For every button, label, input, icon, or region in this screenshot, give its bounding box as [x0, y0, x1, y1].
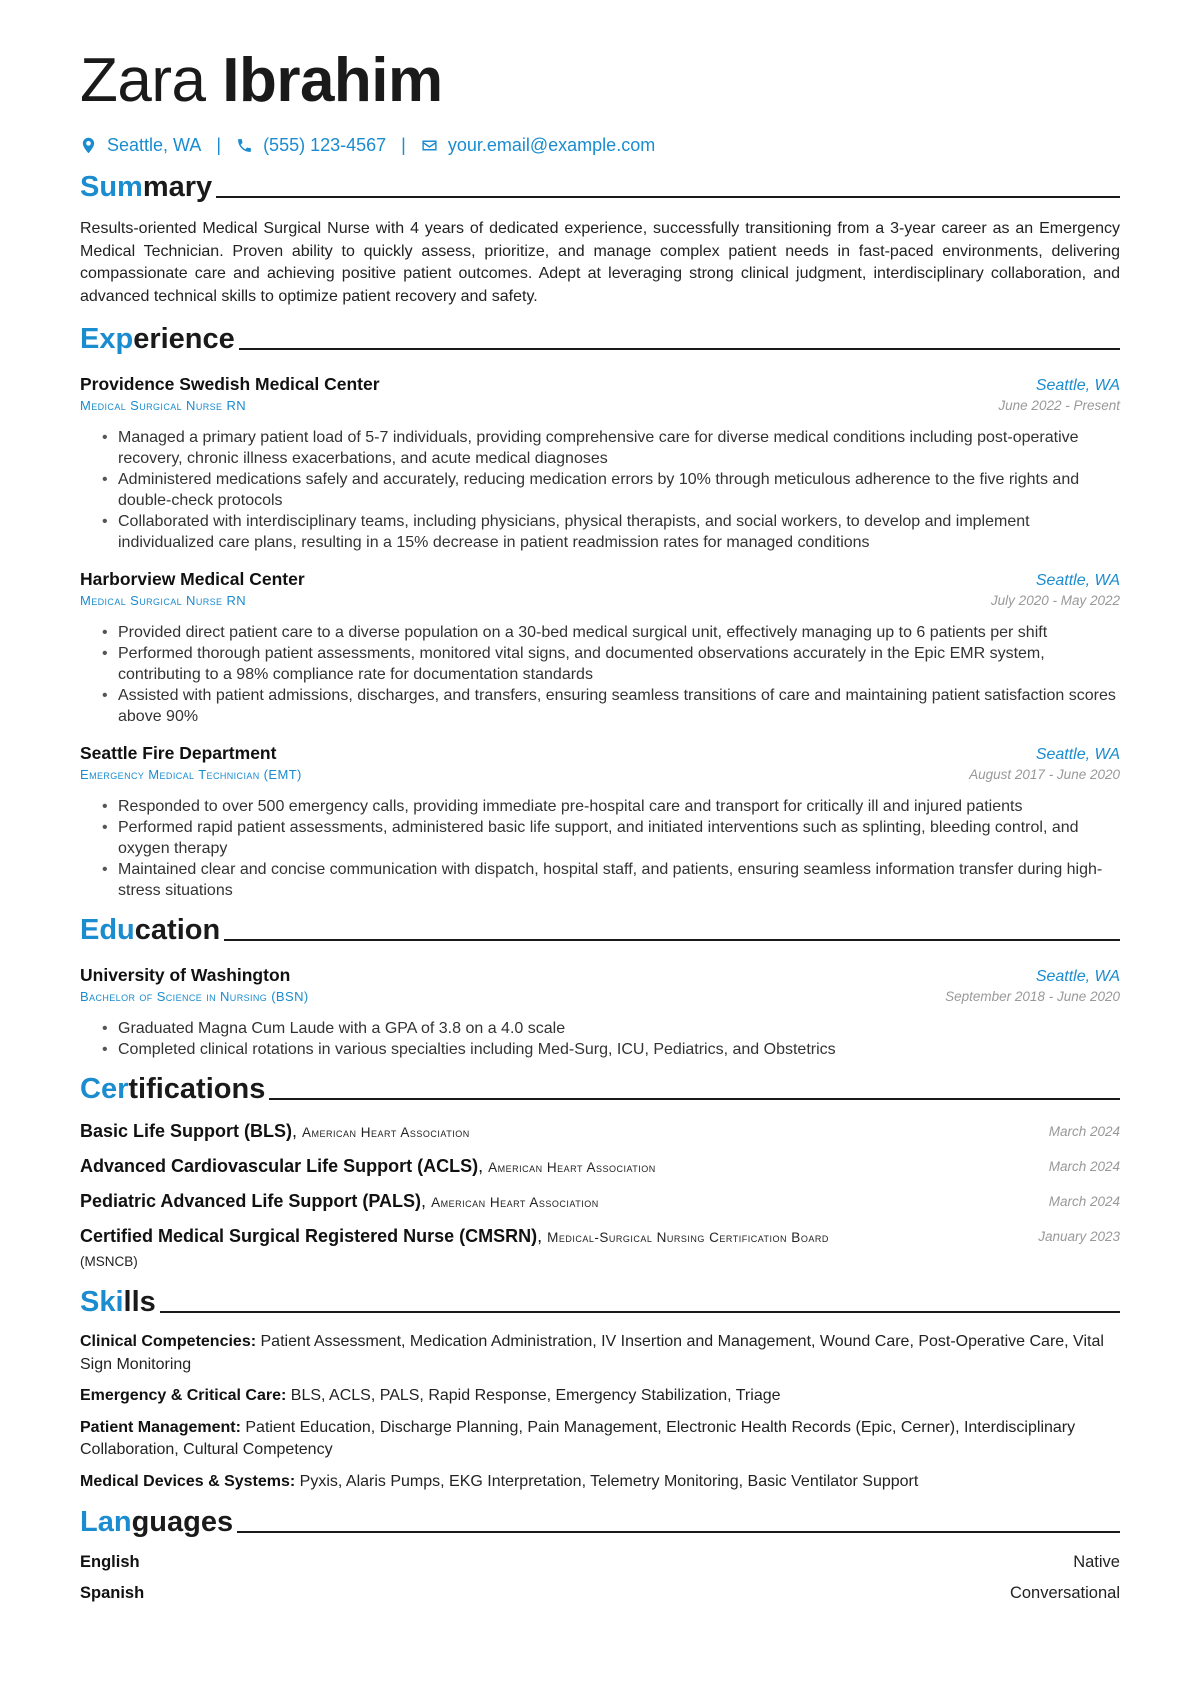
experience-entry [80, 372, 1120, 553]
certification-item: Pediatric Advanced Life Support (PALS), American Heart Association March 2024 [80, 1191, 1120, 1211]
contact-phone[interactable] [236, 135, 386, 156]
bullet-item: • Administered medications safely and accurately, reducing medication errors by 10% through meticulous adherence to the five rights and double-check protocols [118, 469, 1120, 511]
entry-location: Seattle, WA [1035, 572, 1120, 589]
section-rule [160, 1311, 1120, 1313]
bullet-list [80, 622, 1120, 727]
job-title: Medical Surgical Nurse RN [80, 398, 247, 413]
experience-heading [80, 318, 1120, 356]
heading-rest: tifications [128, 1073, 266, 1105]
heading-rest: mary [142, 171, 213, 203]
first-name: Zara [80, 46, 206, 115]
certification-issuer: Medical-Surgical Nursing Certification Board [547, 1230, 829, 1245]
map-marker-icon [80, 137, 97, 154]
language-item [80, 1551, 1120, 1573]
education-entry [80, 963, 1120, 1060]
certification-date: March 2024 [1048, 1194, 1120, 1209]
heading-accent: Cer [80, 1073, 129, 1105]
skill-group [80, 1331, 1120, 1376]
phone-text: (555) 123-4567 [263, 134, 387, 155]
language-name: Spanish [80, 1584, 145, 1602]
candidate-name [80, 44, 1120, 118]
section-rule [269, 1098, 1120, 1100]
certifications-heading [80, 1068, 1120, 1106]
certification-issuer-abbrev: (MSNCB) [80, 1254, 138, 1269]
education-heading [80, 909, 1120, 947]
degree: Bachelor of Science in Nursing (BSN) [80, 989, 309, 1004]
entry-dates: June 2022 - Present [998, 398, 1120, 413]
skill-label: Patient Management: [80, 1418, 241, 1436]
heading-rest: guages [131, 1506, 234, 1538]
job-title: Medical Surgical Nurse RN [80, 593, 247, 608]
envelope-icon [421, 137, 438, 154]
section-rule [224, 939, 1120, 941]
heading-rest: cation [134, 914, 221, 946]
email-link[interactable]: your.email@example.com [447, 134, 656, 155]
contact-separator: | [216, 134, 222, 155]
certification-name: Certified Medical Surgical Registered Nurse (CMSRN) [80, 1226, 538, 1246]
entry-location: Seattle, WA [1035, 746, 1120, 763]
location-text: Seattle, WA [107, 134, 202, 155]
certification-date: January 2023 [1038, 1229, 1120, 1244]
experience-entry [80, 741, 1120, 901]
language-item [80, 1582, 1120, 1604]
bullet-item: • Assisted with patient admissions, discharges, and transfers, ensuring seamless transitions of care and maintaining patient satisfaction scores above 90% [118, 685, 1120, 727]
contact-email[interactable] [421, 135, 655, 156]
section-rule [237, 1531, 1120, 1533]
employer-name: Seattle Fire Department [80, 743, 277, 763]
bullet-item: • Responded to over 500 emergency calls, providing immediate pre-hospital care and transport for critically ill and injured patients [118, 796, 1120, 817]
bullet-item: • Performed rapid patient assessments, administered basic life support, and initiated interventions such as splinting, bleeding control, and oxygen therapy [118, 817, 1120, 859]
experience-entry [80, 567, 1120, 727]
skill-label: Medical Devices & Systems: [80, 1472, 296, 1490]
bullet-item: • Provided direct patient care to a diverse population on a 30-bed medical surgical unit, effectively managing up to 6 patients per shift [118, 622, 1120, 643]
last-name: Ibrahim [222, 46, 443, 115]
heading-accent: Lan [80, 1506, 132, 1538]
skill-group [80, 1385, 1120, 1408]
bullet-list [80, 796, 1120, 901]
bullet-list [80, 1018, 1120, 1060]
entry-location: Seattle, WA [1035, 968, 1120, 985]
certification-date: March 2024 [1048, 1159, 1120, 1174]
heading-accent: Sum [80, 171, 143, 203]
employer-name: Harborview Medical Center [80, 569, 305, 589]
skill-list: Patient Assessment, Medication Administration, IV Insertion and Management, Wound Care, Post-Operative Care, Vital Sign Monitoring [80, 1333, 1104, 1373]
language-level: Conversational [1009, 1584, 1120, 1602]
certification-name: Pediatric Advanced Life Support (PALS) [80, 1191, 422, 1211]
contact-separator: | [401, 134, 406, 155]
entry-dates: August 2017 - June 2020 [969, 767, 1120, 782]
language-level: Native [1073, 1553, 1120, 1571]
summary-text: Results-oriented Medical Surgical Nurse with 4 years of dedicated experience, successfully transitioning from a 3-year career as an Emergency Medical Technician. Proven ability to quickly assess, prioritize, and manage complex patient needs in fast-paced environments, delivering compassionate care and achieving positive patient outcomes. Adept at leveraging strong clinical judgment, interdisciplinary collaboration, and advanced technical skills to optimize patient recovery and safety. [80, 220, 1120, 305]
contact-location [80, 135, 201, 156]
skill-list: BLS, ACLS, PALS, Rapid Response, Emergency Stabilization, Triage [290, 1387, 781, 1404]
bullet-item: • Graduated Magna Cum Laude with a GPA of 3.8 on a 4.0 scale [118, 1018, 1120, 1039]
heading-accent: Ski [80, 1286, 124, 1318]
entry-location: Seattle, WA [1035, 377, 1120, 394]
heading-accent: Edu [80, 914, 135, 946]
skill-label: Emergency & Critical Care: [80, 1387, 287, 1404]
heading-rest: erience [133, 323, 235, 355]
bullet-item: • Managed a primary patient load of 5-7 individuals, providing comprehensive care for diverse medical conditions including post-operative recovery, chronic illness exacerbations, and acute medical diagnoses [118, 427, 1120, 469]
certification-name: Basic Life Support (BLS) [80, 1121, 293, 1141]
languages-heading [80, 1501, 1120, 1539]
entry-dates: September 2018 - June 2020 [945, 989, 1120, 1004]
certification-item: Basic Life Support (BLS), American Heart Association March 2024 [80, 1121, 1120, 1141]
certification-issuer: American Heart Association [488, 1160, 656, 1175]
skill-list: Pyxis, Alaris Pumps, EKG Interpretation, Telemetry Monitoring, Basic Ventilator Support [299, 1472, 919, 1490]
skill-list: Patient Education, Discharge Planning, Pain Management, Electronic Health Records (Epic, Cerner), Interdisciplinary Collaboration, Cultural Competency [80, 1418, 1076, 1458]
summary-heading [80, 166, 1120, 204]
certification-item: Advanced Cardiovascular Life Support (ACLS), American Heart Association March 2024 [80, 1156, 1120, 1176]
contact-bar [80, 130, 1120, 160]
section-rule [216, 196, 1120, 198]
phone-icon [236, 137, 253, 154]
school-name: University of Washington [80, 965, 291, 985]
employer-name: Providence Swedish Medical Center [80, 374, 380, 394]
certification-date: March 2024 [1048, 1124, 1120, 1139]
bullet-item: • Collaborated with interdisciplinary teams, including physicians, physical therapists, and social workers, to develop and implement individualized care plans, resulting in a 15% decrease in patient readmission rates for managed conditions [118, 511, 1120, 553]
bullet-list [80, 427, 1120, 553]
certification-issuer: American Heart Association [431, 1195, 599, 1210]
skill-label: Clinical Competencies: [80, 1333, 257, 1350]
bullet-item: • Completed clinical rotations in various specialties including Med-Surg, ICU, Pediatrics, and Obstetrics [118, 1039, 1120, 1060]
bullet-item: • Maintained clear and concise communication with dispatch, hospital staff, and patients, ensuring seamless information transfer during high-stress situations [118, 859, 1120, 901]
skill-group [80, 1471, 1120, 1494]
skills-heading [80, 1281, 1120, 1319]
certification-item: Certified Medical Surgical Registered Nurse (CMSRN), Medical-Surgical Nursing Certification Board (MSNCB) January 2023 [80, 1226, 1120, 1269]
certification-issuer: American Heart Association [302, 1125, 470, 1140]
heading-accent: Exp [80, 323, 134, 355]
job-title: Emergency Medical Technician (EMT) [80, 767, 302, 782]
language-name: English [80, 1553, 140, 1571]
entry-dates: July 2020 - May 2022 [990, 593, 1120, 608]
skill-group [80, 1417, 1120, 1462]
certification-name: Advanced Cardiovascular Life Support (ACLS) [80, 1156, 479, 1176]
bullet-item: • Performed thorough patient assessments, monitored vital signs, and documented observations accurately in the Epic EMR system, contributing to a 98% compliance rate for documentation standards [118, 643, 1120, 685]
heading-rest: lls [123, 1286, 156, 1318]
section-rule [239, 348, 1120, 350]
